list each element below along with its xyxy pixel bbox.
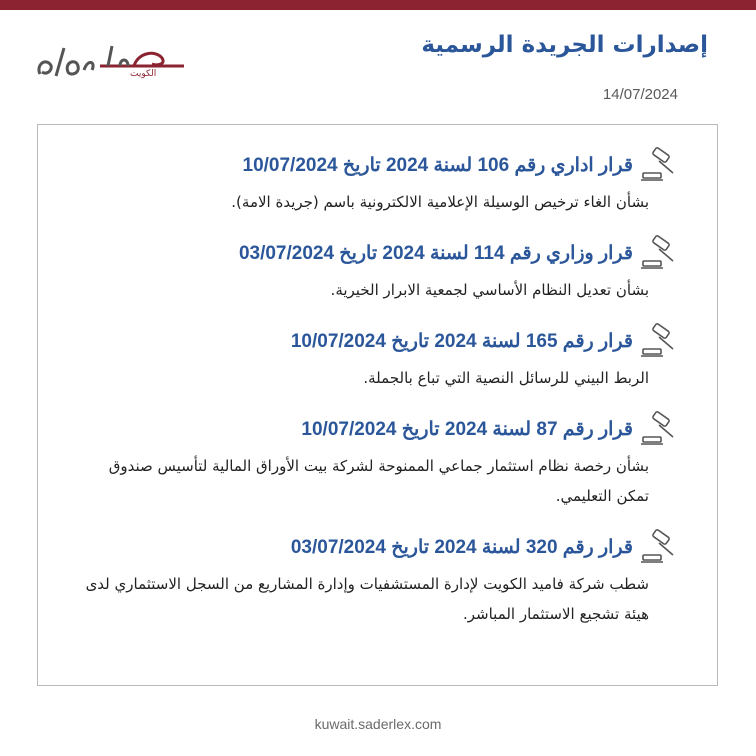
saderlex-logo[interactable] — [34, 36, 194, 86]
logo-subtitle: الكويت — [130, 69, 157, 79]
gavel-icon — [639, 529, 679, 565]
list-item — [76, 147, 679, 217]
releases-list — [37, 124, 718, 686]
gavel-icon — [639, 235, 679, 271]
top-accent-bar — [0, 0, 756, 10]
entry-title-link[interactable]: قرار وزاري رقم 114 لسنة 2024 تاريخ 03/07/2024 — [238, 242, 633, 264]
entry-title-link[interactable]: قرار رقم 320 لسنة 2024 تاريخ 03/07/2024 — [290, 536, 633, 558]
list-item — [76, 235, 679, 305]
entry-title-link[interactable]: قرار اداري رقم 106 لسنة 2024 تاريخ 10/07/2024 — [242, 154, 633, 176]
page-title: إصدارات الجريدة الرسمية — [421, 32, 708, 58]
entry-description: شطب شركة فاميد الكويت لإدارة المستشفيات وإدارة المشاريع من السجل الاستثماري لدى هيئة تشجيع الاستثمار المباشر. — [85, 575, 649, 623]
entry-description: بشأن الغاء ترخيص الوسيلة الإعلامية الالكترونية باسم (جريدة الامة). — [231, 193, 649, 211]
entry-title-link[interactable]: قرار رقم 87 لسنة 2024 تاريخ 10/07/2024 — [301, 418, 633, 440]
entry-title-link[interactable]: قرار رقم 165 لسنة 2024 تاريخ 10/07/2024 — [290, 330, 633, 352]
gavel-icon — [639, 411, 679, 447]
list-item — [76, 411, 679, 511]
gavel-icon — [639, 323, 679, 359]
page-date: 14/07/2024 — [602, 86, 678, 103]
list-item — [76, 529, 679, 629]
entry-description: بشأن رخصة نظام استثمار جماعي الممنوحة لشركة بيت الأوراق المالية لتأسيس صندوق تمكن التعليمي. — [108, 457, 649, 505]
footer-site-link[interactable]: kuwait.saderlex.com — [314, 716, 442, 732]
entry-description: بشأن تعديل النظام الأساسي لجمعية الابرار الخيرية. — [330, 281, 649, 299]
gavel-icon — [639, 147, 679, 183]
entry-description: الربط البيني للرسائل النصية التي تباع بالجملة. — [363, 369, 649, 387]
list-item — [76, 323, 679, 393]
